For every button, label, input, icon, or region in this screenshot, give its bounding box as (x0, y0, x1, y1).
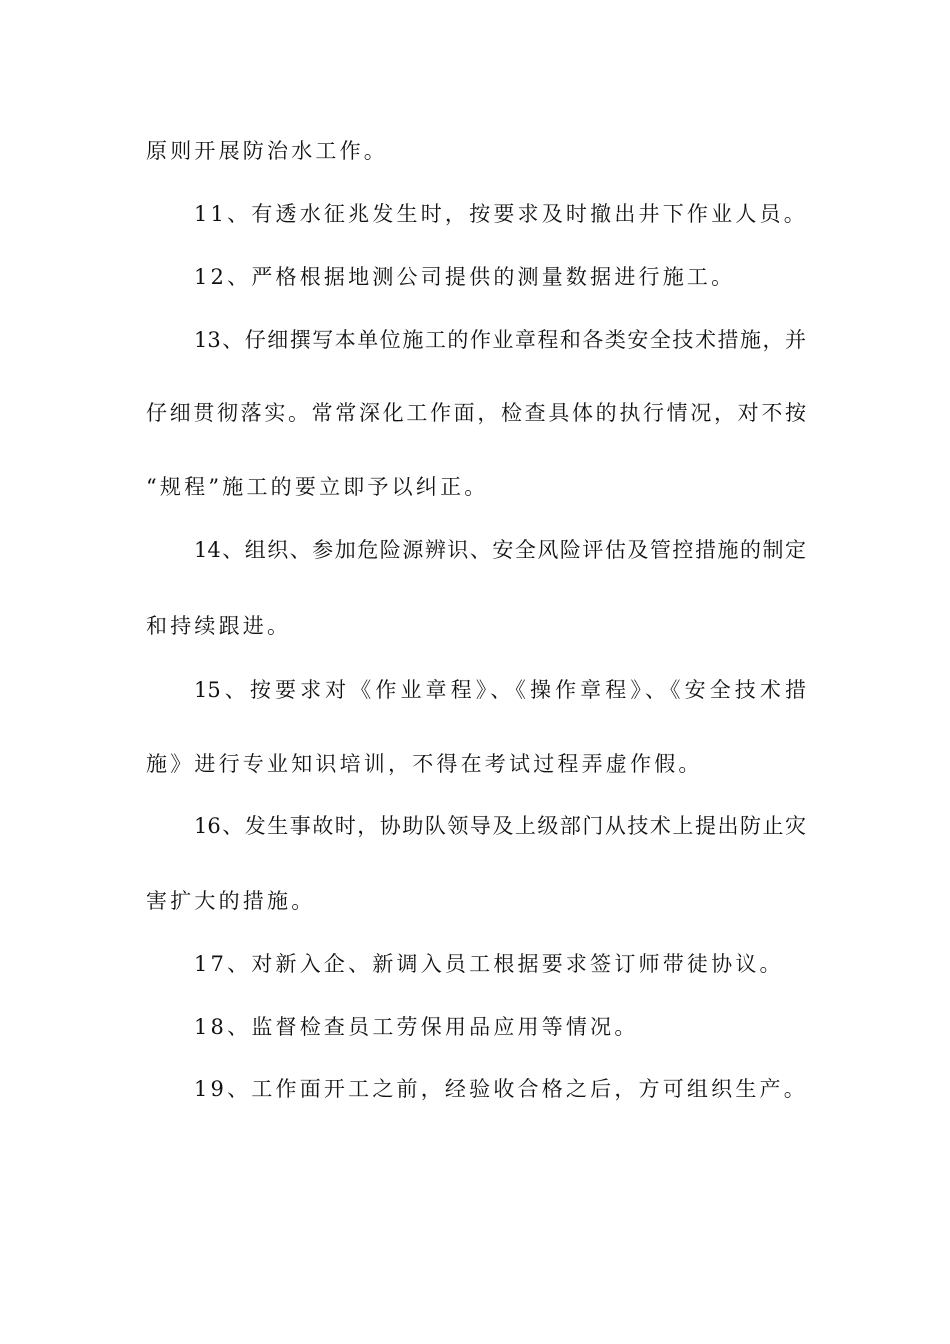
paragraph-line: 14、组织、参加危险源辨识、安全风险评估及管控措施的制定 (194, 538, 806, 562)
paragraph-line: 害扩大的措施。 (146, 889, 316, 913)
paragraph-line: 仔细贯彻落实。常常深化工作面，检查具体的执行情况，对不按 (146, 401, 806, 425)
paragraph-line: “规程”施工的要立即予以纠正。 (146, 475, 489, 499)
paragraph-line: 12、严格根据地测公司提供的测量数据进行施工。 (194, 265, 736, 289)
paragraph-line: 17、对新入企、新调入员工根据要求签订师带徒协议。 (194, 952, 784, 976)
paragraph-line: 18、监督检查员工劳保用品应用等情况。 (194, 1015, 639, 1039)
paragraph-line: 和持续跟进。 (146, 614, 292, 638)
paragraph-line: 13、仔细撰写本单位施工的作业章程和各类安全技术措施，并 (194, 328, 806, 352)
paragraph-line: 施》进行专业知识培训，不得在考试过程弄虚作假。 (146, 752, 703, 776)
paragraph-line: 15、按要求对《作业章程》、《操作章程》、《安全技术措 (194, 678, 806, 702)
paragraph-line: 19、工作面开工之前，经验收合格之后，方可组织生产。 (194, 1077, 808, 1101)
paragraph-line: 11、有透水征兆发生时，按要求及时撤出井下作业人员。 (194, 202, 808, 226)
paragraph-line: 原则开展防治水工作。 (146, 139, 388, 163)
paragraph-line: 16、发生事故时，协助队领导及上级部门从技术上提出防止灾 (194, 814, 806, 838)
